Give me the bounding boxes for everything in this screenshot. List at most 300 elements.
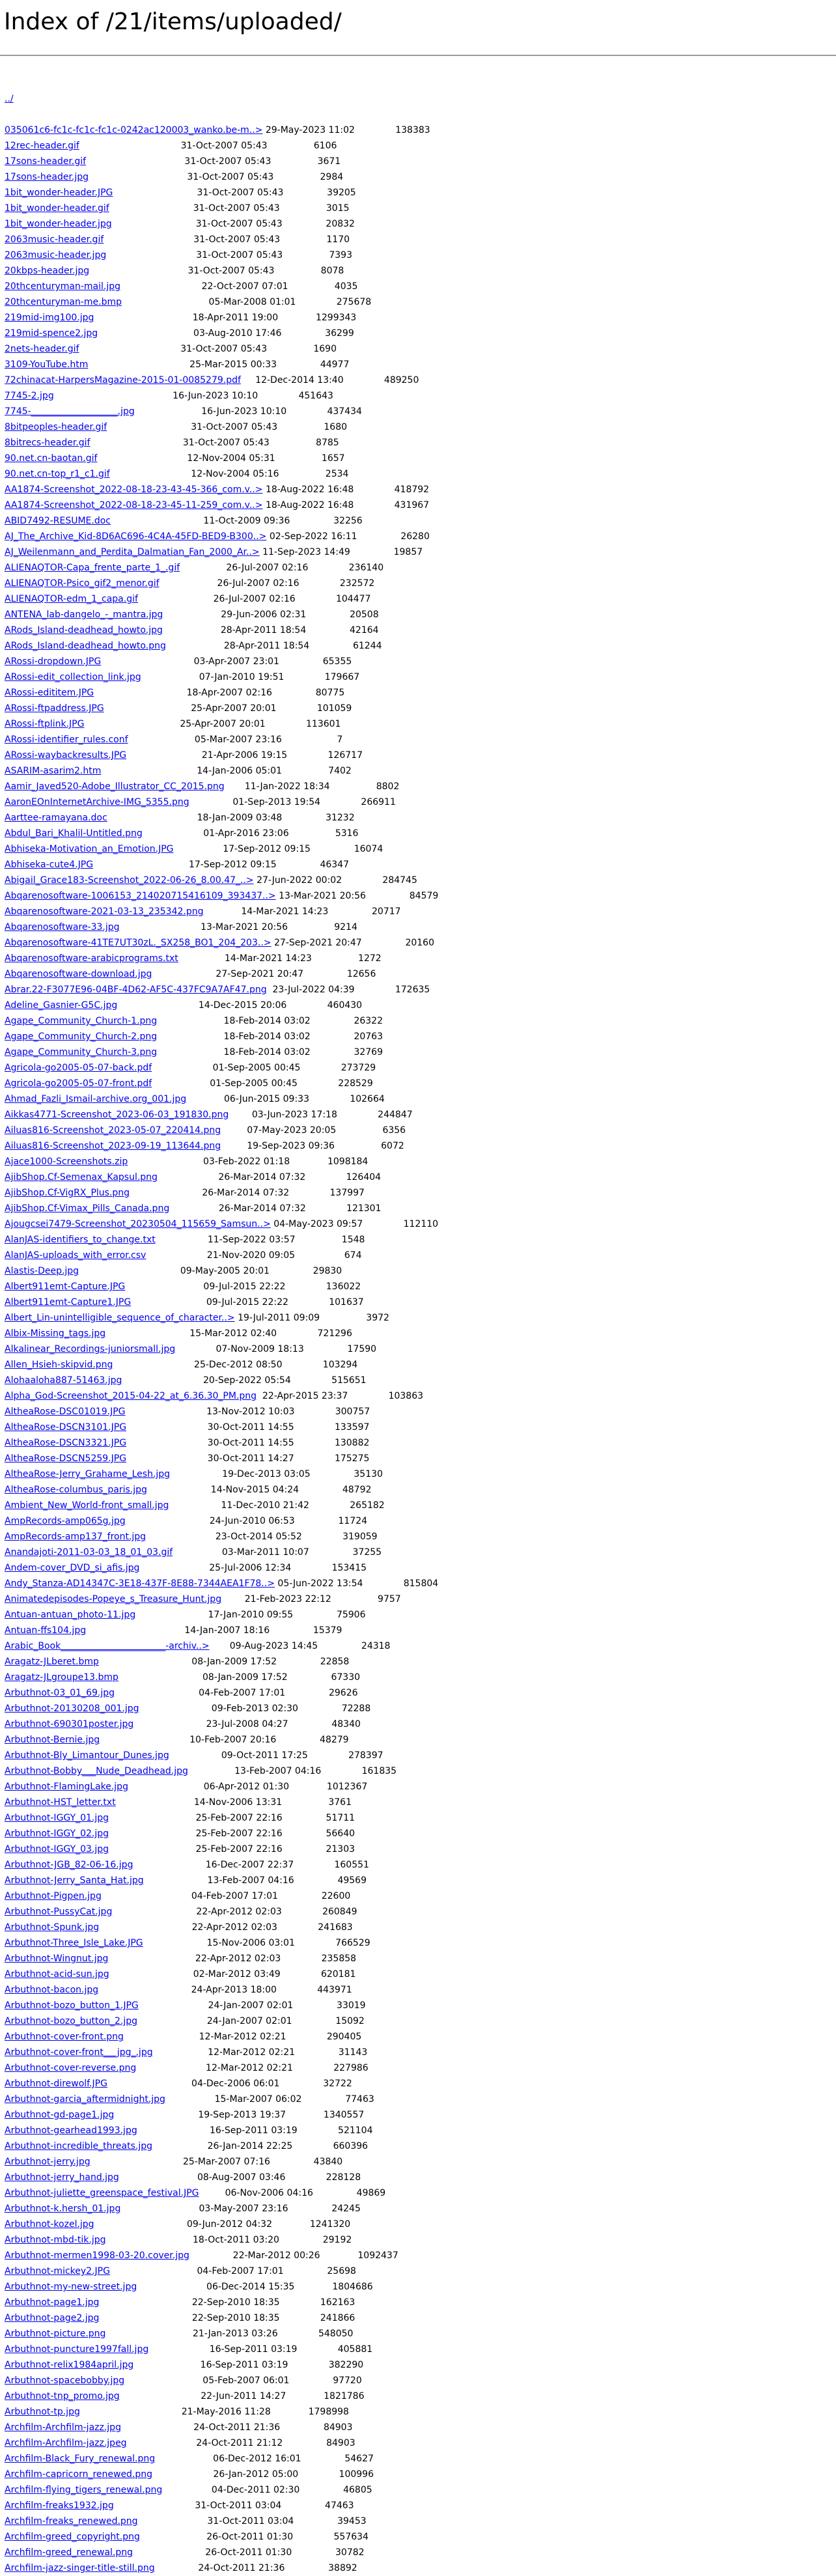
- file-link[interactable]: AltheaRose-DSCN3101.JPG: [5, 1422, 127, 1433]
- file-link[interactable]: Archfilm-greed_copyright.png: [5, 2532, 140, 2542]
- file-link[interactable]: Arbuthnot-bacon.jpg: [5, 1985, 99, 1995]
- column-padding: [98, 1985, 191, 1995]
- file-link[interactable]: Aikkas4771-Screenshot_2023-06-03_191830.png: [5, 1110, 229, 1120]
- column-padding: [313, 2188, 357, 2198]
- file-link[interactable]: Alpha_God-Screenshot_2015-04-22_at_6.36.30_PM.png: [5, 1391, 257, 1401]
- file-link[interactable]: Arbuthnot-relix1984april.jpg: [5, 2360, 134, 2370]
- file-link[interactable]: 90.net.cn-baotan.gif: [5, 453, 98, 464]
- file-link[interactable]: Arbuthnot-gd-page1.jpg: [5, 2110, 115, 2120]
- file-date: 25-Mar-2015 00:33: [189, 359, 277, 370]
- file-date: 27-Sep-2021 20:47: [216, 969, 304, 979]
- file-link[interactable]: AA1874-Screenshot_2022-08-18-23-43-45-366_com.v..>: [5, 484, 263, 495]
- file-row: [5, 1982, 836, 1998]
- file-link[interactable]: Archfilm-Black_Fury_renewal.png: [5, 2454, 156, 2464]
- file-link[interactable]: ALIENAQTOR-Psico_gif2_menor.gif: [5, 578, 160, 589]
- file-row: [5, 1013, 836, 1029]
- column-padding: [79, 344, 180, 354]
- file-link[interactable]: Archfilm-jazz-singer-title-still.png: [5, 2563, 155, 2573]
- file-link[interactable]: ARods_Island-deadhead_howto.png: [5, 641, 166, 651]
- file-link[interactable]: 8bitrecs-header.gif: [5, 438, 91, 448]
- file-link[interactable]: 90.net.cn-top_r1_c1.gif: [5, 469, 110, 479]
- column-padding: [289, 828, 335, 839]
- file-link[interactable]: Arbuthnot-tp.jpg: [5, 2407, 80, 2417]
- file-row: [5, 1451, 836, 1466]
- file-link[interactable]: Alkalinear_Recordings-juniorsmall.jpg: [5, 1344, 176, 1354]
- file-size: 7: [337, 735, 343, 745]
- file-date: 26-Mar-2014 07:32: [202, 1188, 290, 1198]
- column-padding: [133, 2360, 200, 2370]
- column-padding: [112, 219, 196, 229]
- file-size: 21303: [326, 1844, 355, 1855]
- file-link[interactable]: Abhiseka-cute4.JPG: [5, 860, 94, 870]
- file-link[interactable]: Arbuthnot-kozel.jpg: [5, 2219, 94, 2230]
- file-row: [5, 388, 836, 404]
- file-date: 08-Jan-2009 17:52: [202, 1672, 288, 1683]
- file-size: 31232: [326, 813, 355, 823]
- file-link[interactable]: Alastis-Deep.jpg: [5, 1266, 79, 1276]
- file-date: 11-Sep-2023 14:49: [262, 547, 350, 557]
- file-size: 29830: [313, 1266, 342, 1276]
- file-link[interactable]: 20thcenturyman-mail.jpg: [5, 281, 121, 292]
- file-link[interactable]: AlanJAS-identifiers_to_change.txt: [5, 1235, 156, 1245]
- file-date: 19-Sep-2013 19:37: [198, 2110, 286, 2120]
- column-padding: [283, 2438, 326, 2448]
- file-row: [5, 1169, 836, 1185]
- file-row: [5, 1685, 836, 1701]
- file-link[interactable]: Arbuthnot-Bernie.jpg: [5, 1735, 100, 1745]
- file-date: 09-Jul-2015 22:22: [206, 1297, 288, 1308]
- file-link[interactable]: Arabic_Book_______________________-archiv..>: [5, 1641, 210, 1651]
- column-padding: [101, 656, 193, 667]
- file-link[interactable]: 1bit_wonder-header.jpg: [5, 219, 112, 229]
- file-size: 16074: [354, 844, 383, 854]
- file-link[interactable]: AltheaRose-Jerry_Grahame_Lesh.jpg: [5, 1469, 171, 1479]
- file-date: 21-May-2016 11:28: [181, 2407, 271, 2417]
- file-size: 47463: [325, 2500, 354, 2511]
- file-size: 284745: [382, 875, 417, 886]
- file-link[interactable]: Archfilm-Archfilm-jazz.jpg: [5, 2422, 121, 2433]
- file-link[interactable]: Aragatz-JLberet.bmp: [5, 1657, 99, 1667]
- file-link[interactable]: ARossi-dropdown.JPG: [5, 656, 102, 667]
- column-padding: [288, 2360, 328, 2370]
- file-link[interactable]: Albert911emt-Capture.JPG: [5, 1281, 126, 1292]
- column-padding: [283, 188, 327, 198]
- column-padding: [282, 766, 328, 776]
- file-date: 06-Dec-2012 16:01: [213, 2454, 301, 2464]
- file-size: 460430: [327, 1000, 363, 1011]
- file-link[interactable]: Aarttee-ramayana.doc: [5, 813, 107, 823]
- file-link[interactable]: Arbuthnot-IGGY_02.jpg: [5, 1828, 109, 1839]
- file-size: 24318: [361, 1641, 391, 1651]
- file-size: 29626: [328, 1688, 358, 1698]
- file-date: 21-Apr-2006 19:15: [201, 750, 288, 761]
- file-link[interactable]: Arbuthnot-PussyCat.jpg: [5, 1907, 113, 1917]
- file-link[interactable]: AltheaRose-DSCN5259.JPG: [5, 1453, 127, 1464]
- file-link[interactable]: Arbuthnot-Pigpen.jpg: [5, 1891, 102, 1901]
- file-link[interactable]: 219mid-spence2.jpg: [5, 328, 98, 339]
- column-padding: [116, 1797, 194, 1808]
- column-padding: [290, 1156, 327, 1167]
- file-link[interactable]: Arbuthnot-HST_letter.txt: [5, 1797, 116, 1808]
- file-date: 22-Mar-2012 00:26: [232, 2250, 320, 2261]
- column-padding: [311, 1031, 354, 1042]
- file-date: 09-Aug-2023 14:45: [229, 1641, 318, 1651]
- file-link[interactable]: ARossi-waybackresults.JPG: [5, 750, 127, 761]
- file-link[interactable]: Arbuthnot-IGGY_01.jpg: [5, 1813, 109, 1823]
- file-link[interactable]: Archfilm-freaks_renewed.png: [5, 2516, 138, 2527]
- file-link[interactable]: Arbuthnot-cover-front___jpg_.jpg: [5, 2047, 153, 2058]
- file-size: 1804686: [332, 2282, 373, 2292]
- column-padding: [298, 1078, 338, 1089]
- file-link[interactable]: Arbuthnot-20130208_001.jpg: [5, 1703, 139, 1714]
- file-link[interactable]: 8bitpeoples-header.gif: [5, 422, 107, 432]
- file-link[interactable]: Arbuthnot-Three_Isle_Lake.JPG: [5, 1938, 143, 1948]
- column-padding: [293, 1610, 337, 1620]
- file-link[interactable]: Arbuthnot-my-new-street.jpg: [5, 2282, 137, 2292]
- file-link[interactable]: 219mid-img100.jpg: [5, 313, 94, 323]
- file-row: [5, 1482, 836, 1498]
- column-padding: [294, 1422, 335, 1433]
- file-link[interactable]: 7745-2.jpg: [5, 391, 54, 401]
- file-size: 548050: [318, 2329, 354, 2339]
- file-link[interactable]: 035061c6-fc1c-fc1c-fc1c-0242ac120003_wanko.be-m..>: [5, 125, 263, 135]
- file-link[interactable]: 1bit_wonder-header.JPG: [5, 188, 113, 198]
- file-link[interactable]: Archfilm-capricorn_renewed.png: [5, 2469, 153, 2480]
- column-padding: [337, 1110, 378, 1120]
- file-link[interactable]: Archfilm-Archfilm-jazz.jpeg: [5, 2438, 127, 2448]
- column-padding: [277, 860, 320, 870]
- column-padding: [270, 1625, 313, 1636]
- file-link[interactable]: Ambient_New_World-front_small.jpg: [5, 1500, 169, 1511]
- file-link[interactable]: 3109-YouTube.htm: [5, 359, 89, 370]
- file-link[interactable]: Arbuthnot-FlamingLake.jpg: [5, 1782, 128, 1792]
- file-link[interactable]: Arbuthnot-jerry.jpg: [5, 2157, 91, 2167]
- column-padding: [277, 1922, 318, 1933]
- file-row: [5, 185, 836, 201]
- file-link[interactable]: Ajougcsei7479-Screenshot_20230504_115659_Samsun..>: [5, 1219, 271, 1229]
- file-link[interactable]: Arbuthnot-gearhead1993.jpg: [5, 2125, 137, 2136]
- file-link[interactable]: Arbuthnot-cover-front.png: [5, 2032, 124, 2042]
- column-padding: [175, 1344, 216, 1354]
- file-link[interactable]: Abqarenosoftware-arabicprograms.txt: [5, 953, 178, 964]
- file-link[interactable]: 2063music-header.gif: [5, 234, 104, 245]
- file-link[interactable]: Arbuthnot-Spunk.jpg: [5, 1922, 100, 1933]
- file-link[interactable]: Aragatz-JLgroupe13.bmp: [5, 1672, 118, 1683]
- file-row: [5, 1935, 836, 1951]
- file-date: 13-Feb-2007 04:16: [207, 1875, 294, 1886]
- file-link[interactable]: 2063music-header.jpg: [5, 250, 107, 260]
- file-date: 07-Jan-2010 19:51: [199, 672, 285, 682]
- column-padding: [308, 1750, 348, 1761]
- file-link[interactable]: Antuan-ffs104.jpg: [5, 1625, 87, 1636]
- file-date: 04-Feb-2007 17:01: [199, 1688, 286, 1698]
- file-date: 03-Apr-2007 23:01: [193, 656, 279, 667]
- file-link[interactable]: Arbuthnot-cover-reverse.png: [5, 2063, 137, 2073]
- file-date: 29-May-2023 11:02: [265, 125, 355, 135]
- file-size: 766529: [335, 1938, 370, 1948]
- file-link[interactable]: Allen_Hsieh-skipvid.png: [5, 1360, 113, 1370]
- file-link[interactable]: 17sons-header.jpg: [5, 172, 89, 182]
- file-link[interactable]: Antuan-antuan_photo-11.jpg: [5, 1610, 136, 1620]
- file-link[interactable]: Abqarenosoftware-41TE7UT30zL._SX258_BO1_204_203..>: [5, 938, 272, 948]
- file-size: 1299343: [315, 313, 357, 323]
- column-padding: [107, 2079, 191, 2089]
- file-date: 19-Sep-2023 09:36: [247, 1141, 335, 1151]
- file-link[interactable]: Ajace1000-Screenshots.zip: [5, 1156, 128, 1167]
- file-link[interactable]: AltheaRose-columbus_paris.jpg: [5, 1485, 147, 1495]
- file-date: 25-Feb-2007 22:16: [195, 1828, 283, 1839]
- file-link[interactable]: AjibShop.Cf-VigRX_Plus.png: [5, 1188, 130, 1198]
- file-link[interactable]: Andem-cover_DVD_si_afis.jpg: [5, 1563, 140, 1573]
- file-link[interactable]: Andy_Stanza-AD14347C-3E18-437F-8E88-7344AEA1F78..>: [5, 1578, 275, 1589]
- file-row: [5, 1607, 836, 1623]
- file-link[interactable]: ANTENA_lab-dangelo_-_mantra.jpg: [5, 609, 163, 620]
- file-row: [5, 1873, 836, 1888]
- file-link[interactable]: AmpRecords-amp137_front.jpg: [5, 1532, 146, 1542]
- file-link[interactable]: 2nets-header.gif: [5, 344, 79, 354]
- file-date: 24-Jan-2007 02:01: [206, 2016, 292, 2026]
- column-padding: [272, 688, 316, 698]
- column-padding: [131, 1297, 206, 1308]
- file-date: 05-Jun-2022 13:54: [277, 1578, 363, 1589]
- file-row: [5, 2420, 836, 2435]
- file-row: [5, 2232, 836, 2248]
- file-link[interactable]: Arbuthnot-mickey2.JPG: [5, 2266, 110, 2276]
- file-row: [5, 2217, 836, 2232]
- file-link[interactable]: AaronEOnInternetArchive-IMG_5355.png: [5, 797, 189, 807]
- file-link[interactable]: Anandajoti-2011-03-03_18_01_03.gif: [5, 1547, 173, 1558]
- file-link[interactable]: AJ_The_Archive_Kid-8D6AC696-4C4A-45FD-BED9-B300..>: [5, 531, 267, 542]
- column-padding: [277, 1657, 320, 1667]
- file-link[interactable]: ARossi-identifier_rules.conf: [5, 735, 128, 745]
- file-date: 26-Jul-2007 02:16: [213, 594, 296, 604]
- column-padding: [282, 1907, 322, 1917]
- file-row: [5, 122, 836, 138]
- file-date: 03-May-2007 23:16: [199, 2204, 288, 2214]
- file-link[interactable]: Arbuthnot-IGGY_03.jpg: [5, 1844, 109, 1855]
- column-padding: [101, 766, 197, 776]
- file-link[interactable]: Agricola-go2005-05-07-front.pdf: [5, 1078, 152, 1089]
- file-size: 8078: [320, 266, 344, 276]
- file-date: 11-Dec-2010 21:42: [221, 1500, 309, 1511]
- file-size: 1657: [321, 453, 345, 464]
- file-link[interactable]: Arbuthnot-Wingnut.jpg: [5, 1953, 109, 1964]
- file-link[interactable]: AJ_Weilenmann_and_Perdita_Dalmatian_Fan_2000_Ar..>: [5, 547, 260, 557]
- file-link[interactable]: Arbuthnot-picture.png: [5, 2329, 106, 2339]
- file-link[interactable]: ARossi-edit_collection_link.jpg: [5, 672, 141, 682]
- column-padding: [277, 1328, 317, 1339]
- file-link[interactable]: Abigail_Grace183-Screenshot_2022-06-26_8.00.47_..>: [5, 875, 254, 886]
- file-link[interactable]: ARossi-edititem.JPG: [5, 688, 94, 698]
- file-link[interactable]: Ailuas816-Screenshot_2023-05-07_220414.png: [5, 1125, 221, 1136]
- column-padding: [289, 1188, 329, 1198]
- file-link[interactable]: Arbuthnot-page2.jpg: [5, 2313, 100, 2323]
- column-padding: [279, 656, 323, 667]
- file-link[interactable]: 20thcenturyman-me.bmp: [5, 297, 122, 307]
- column-padding: [355, 125, 395, 135]
- file-link[interactable]: Arbuthnot-mermen1998-03-20.cover.jpg: [5, 2250, 189, 2261]
- file-size: 84903: [323, 2422, 353, 2433]
- column-padding: [294, 1453, 335, 1464]
- file-link[interactable]: Arbuthnot-puncture1997fall.jpg: [5, 2344, 149, 2355]
- file-link[interactable]: Arbuthnot-Bobby___Nude_Deadhead.jpg: [5, 1766, 188, 1776]
- file-link[interactable]: AltheaRose-DSCN3321.JPG: [5, 1438, 127, 1448]
- file-date: 03-Aug-2010 17:46: [193, 328, 282, 339]
- file-link[interactable]: Ahmad_Fazli_Ismail-archive.org_001.jpg: [5, 1094, 187, 1104]
- file-link[interactable]: Arbuthnot-spacebobby.jpg: [5, 2375, 125, 2386]
- file-row: [5, 1123, 836, 1138]
- file-link[interactable]: Albert_Lin-unintelligible_sequence_of_character..>: [5, 1313, 235, 1323]
- file-link[interactable]: 1bit_wonder-header.gif: [5, 203, 109, 214]
- file-size: 1340557: [323, 2110, 365, 2120]
- file-link[interactable]: ALIENAQTOR-Capa_frente_parte_1_.gif: [5, 563, 180, 573]
- file-link[interactable]: Archfilm-freaks1932.jpg: [5, 2500, 114, 2511]
- file-link[interactable]: Abqarenosoftware-2021-03-13_235342.png: [5, 906, 204, 917]
- file-link[interactable]: Arbuthnot-690301poster.jpg: [5, 1719, 134, 1729]
- file-date: 31-Oct-2007 05:43: [196, 250, 283, 260]
- file-link[interactable]: Abhiseka-Motivation_an_Emotion.JPG: [5, 844, 174, 854]
- file-row: [5, 544, 836, 560]
- file-link[interactable]: Arbuthnot-k.hersh_01.jpg: [5, 2204, 121, 2214]
- column-padding: [280, 2297, 320, 2308]
- file-link[interactable]: Arbuthnot-bozo_button_2.jpg: [5, 2016, 137, 2026]
- file-link[interactable]: Agricola-go2005-05-07-back.pdf: [5, 1063, 152, 1073]
- file-row: [5, 998, 836, 1013]
- file-link[interactable]: Arbuthnot-bozo_button_1.JPG: [5, 2000, 139, 2011]
- file-size: 49869: [356, 2188, 386, 2198]
- file-size: 235858: [321, 1953, 357, 1964]
- file-link[interactable]: Abqarenosoftware-download.jpg: [5, 969, 152, 979]
- column-padding: [273, 172, 320, 182]
- file-date: 28-Apr-2011 18:54: [223, 641, 310, 651]
- file-link[interactable]: Albix-Missing_tags.jpg: [5, 1328, 106, 1339]
- column-padding: [354, 500, 394, 511]
- file-link[interactable]: 17sons-header.gif: [5, 156, 87, 167]
- file-date: 25-Apr-2007 20:01: [191, 703, 277, 714]
- file-row: [5, 2263, 836, 2279]
- file-link[interactable]: Albert911emt-Capture1.JPG: [5, 1297, 132, 1308]
- file-link[interactable]: Arbuthnot-garcia_aftermidnight.jpg: [5, 2094, 165, 2105]
- file-link[interactable]: Arbuthnot-tnp_promo.jpg: [5, 2391, 120, 2401]
- file-date: 31-Oct-2007 05:43: [191, 422, 278, 432]
- file-link[interactable]: ASARIM-asarim2.htm: [5, 766, 102, 776]
- file-link[interactable]: AjibShop.Cf-Semenax_Kapsul.png: [5, 1172, 158, 1183]
- column-padding: [109, 1828, 196, 1839]
- file-size: 39205: [327, 188, 356, 198]
- column-padding: [157, 1016, 223, 1026]
- column-padding: [278, 1891, 322, 1901]
- file-size: 1170: [326, 234, 350, 245]
- file-date: 28-Apr-2011 18:54: [220, 625, 307, 636]
- file-link[interactable]: Agape_Community_Church-3.png: [5, 1047, 158, 1057]
- file-size: 39453: [337, 2516, 367, 2527]
- file-link[interactable]: 72chinacat-HarpersMagazine-2015-01-0085279.pdf: [5, 375, 241, 385]
- file-date: 30-Oct-2011 14:55: [207, 1438, 294, 1448]
- file-link[interactable]: Arbuthnot-page1.jpg: [5, 2297, 100, 2308]
- file-link[interactable]: Arbuthnot-jerry_hand.jpg: [5, 2172, 119, 2183]
- file-link[interactable]: Arbuthnot-JGB_82-06-16.jpg: [5, 1860, 133, 1870]
- file-link[interactable]: Arbuthnot-incredible_threats.jpg: [5, 2141, 153, 2151]
- file-size: 48792: [342, 1485, 372, 1495]
- file-link[interactable]: Abdul_Bari_Khalil-Untitled.png: [5, 828, 143, 839]
- column-padding: [291, 1563, 331, 1573]
- file-size: 160551: [334, 1860, 369, 1870]
- file-link[interactable]: Archfilm-flying_tigers_renewal.png: [5, 2485, 163, 2495]
- column-padding: [289, 2375, 333, 2386]
- column-padding: [282, 813, 326, 823]
- column-padding: [318, 1641, 361, 1651]
- file-link[interactable]: Arbuthnot-direwolf.JPG: [5, 2079, 107, 2089]
- file-link[interactable]: AlanJAS-uploads_with_error.csv: [5, 1250, 146, 1261]
- column-padding: [281, 328, 325, 339]
- file-row: [5, 873, 836, 888]
- file-link[interactable]: ARods_Island-deadhead_howto.jpg: [5, 625, 163, 636]
- file-link[interactable]: AmpRecords-amp065g.jpg: [5, 1516, 126, 1526]
- column-padding: [295, 1250, 344, 1261]
- file-link[interactable]: Arbuthnot-Jerry_Santa_Hat.jpg: [5, 1875, 144, 1886]
- parent-directory-link[interactable]: ../: [5, 94, 14, 104]
- file-link[interactable]: 12rec-header.gif: [5, 141, 79, 151]
- file-link[interactable]: Alohaaloha887-51463.jpg: [5, 1375, 122, 1386]
- file-link[interactable]: Arbuthnot-juliette_greenspace_festival.JPG: [5, 2188, 199, 2198]
- file-date: 11-Oct-2009 09:36: [203, 516, 290, 526]
- file-link[interactable]: Arbuthnot-acid-sun.jpg: [5, 1969, 109, 1980]
- file-link[interactable]: Adeline_Gasnier-G5C.jpg: [5, 1000, 118, 1011]
- file-link[interactable]: Arbuthnot-03_01_69.jpg: [5, 1688, 115, 1698]
- file-link[interactable]: Arbuthnot-mbd-tik.jpg: [5, 2235, 106, 2245]
- column-padding: [100, 1735, 189, 1745]
- file-link[interactable]: AltheaRose-DSC01019.JPG: [5, 1407, 126, 1417]
- file-date: 16-Dec-2007 22:37: [205, 1860, 294, 1870]
- file-size: 26322: [354, 1016, 383, 1026]
- file-link[interactable]: ARossi-ftpaddress.JPG: [5, 703, 104, 714]
- file-link[interactable]: Aamir_Javed520-Adobe_Illustrator_CC_2015.png: [5, 781, 225, 792]
- file-link[interactable]: ABID7492-RESUME.doc: [5, 516, 111, 526]
- file-link[interactable]: Arbuthnot-Bly_Limantour_Dunes.jpg: [5, 1750, 169, 1761]
- column-padding: [296, 297, 336, 307]
- column-padding: [188, 1766, 234, 1776]
- file-link[interactable]: Agape_Community_Church-1.png: [5, 1016, 158, 1026]
- file-link[interactable]: AA1874-Screenshot_2022-08-18-23-45-11-259_com.v..>: [5, 500, 263, 511]
- file-link[interactable]: ARossi-ftplink.JPG: [5, 719, 85, 729]
- file-link[interactable]: Archfilm-greed_renewal.png: [5, 2547, 133, 2558]
- file-link[interactable]: Animatedepisodes-Popeye_s_Treasure_Hunt.jpg: [5, 1594, 222, 1604]
- file-link[interactable]: Agape_Community_Church-2.png: [5, 1031, 158, 1042]
- column-padding: [106, 2235, 193, 2245]
- parent-directory-row: [5, 91, 836, 107]
- file-date: 23-Jul-2022 04:39: [272, 985, 355, 995]
- file-size: 1690: [313, 344, 337, 354]
- file-link[interactable]: Abrar.22-F3077E96-04BF-4D62-AF5C-437FC9A7AF47.png: [5, 985, 267, 995]
- file-link[interactable]: Abqarenosoftware-33.jpg: [5, 922, 120, 932]
- column-padding: [109, 1969, 193, 1980]
- file-link[interactable]: 20kbps-header.jpg: [5, 266, 90, 276]
- file-row: [5, 1091, 836, 1107]
- file-link[interactable]: 7745-___________________.jpg: [5, 406, 135, 417]
- column-padding: [104, 703, 191, 714]
- file-date: 22-Jun-2011 14:27: [201, 2391, 286, 2401]
- file-link[interactable]: Ailuas816-Screenshot_2023-09-19_113644.png: [5, 1141, 221, 1151]
- file-link[interactable]: AjibShop.Cf-Vimax_Pills_Canada.png: [5, 1203, 170, 1214]
- file-size: 521104: [338, 2125, 373, 2136]
- file-date: 16-Sep-2011 03:19: [209, 2344, 298, 2355]
- file-date: 18-Feb-2014 03:02: [223, 1016, 311, 1026]
- file-size: 20160: [405, 938, 434, 948]
- file-link[interactable]: ALIENAQTOR-edm_1_capa.gif: [5, 594, 138, 604]
- file-date: 31-Oct-2011 03:04: [207, 2516, 294, 2527]
- column-padding: [298, 2125, 338, 2136]
- file-link[interactable]: Abqarenosoftware-1006153_214020715416109_393437..>: [5, 891, 276, 901]
